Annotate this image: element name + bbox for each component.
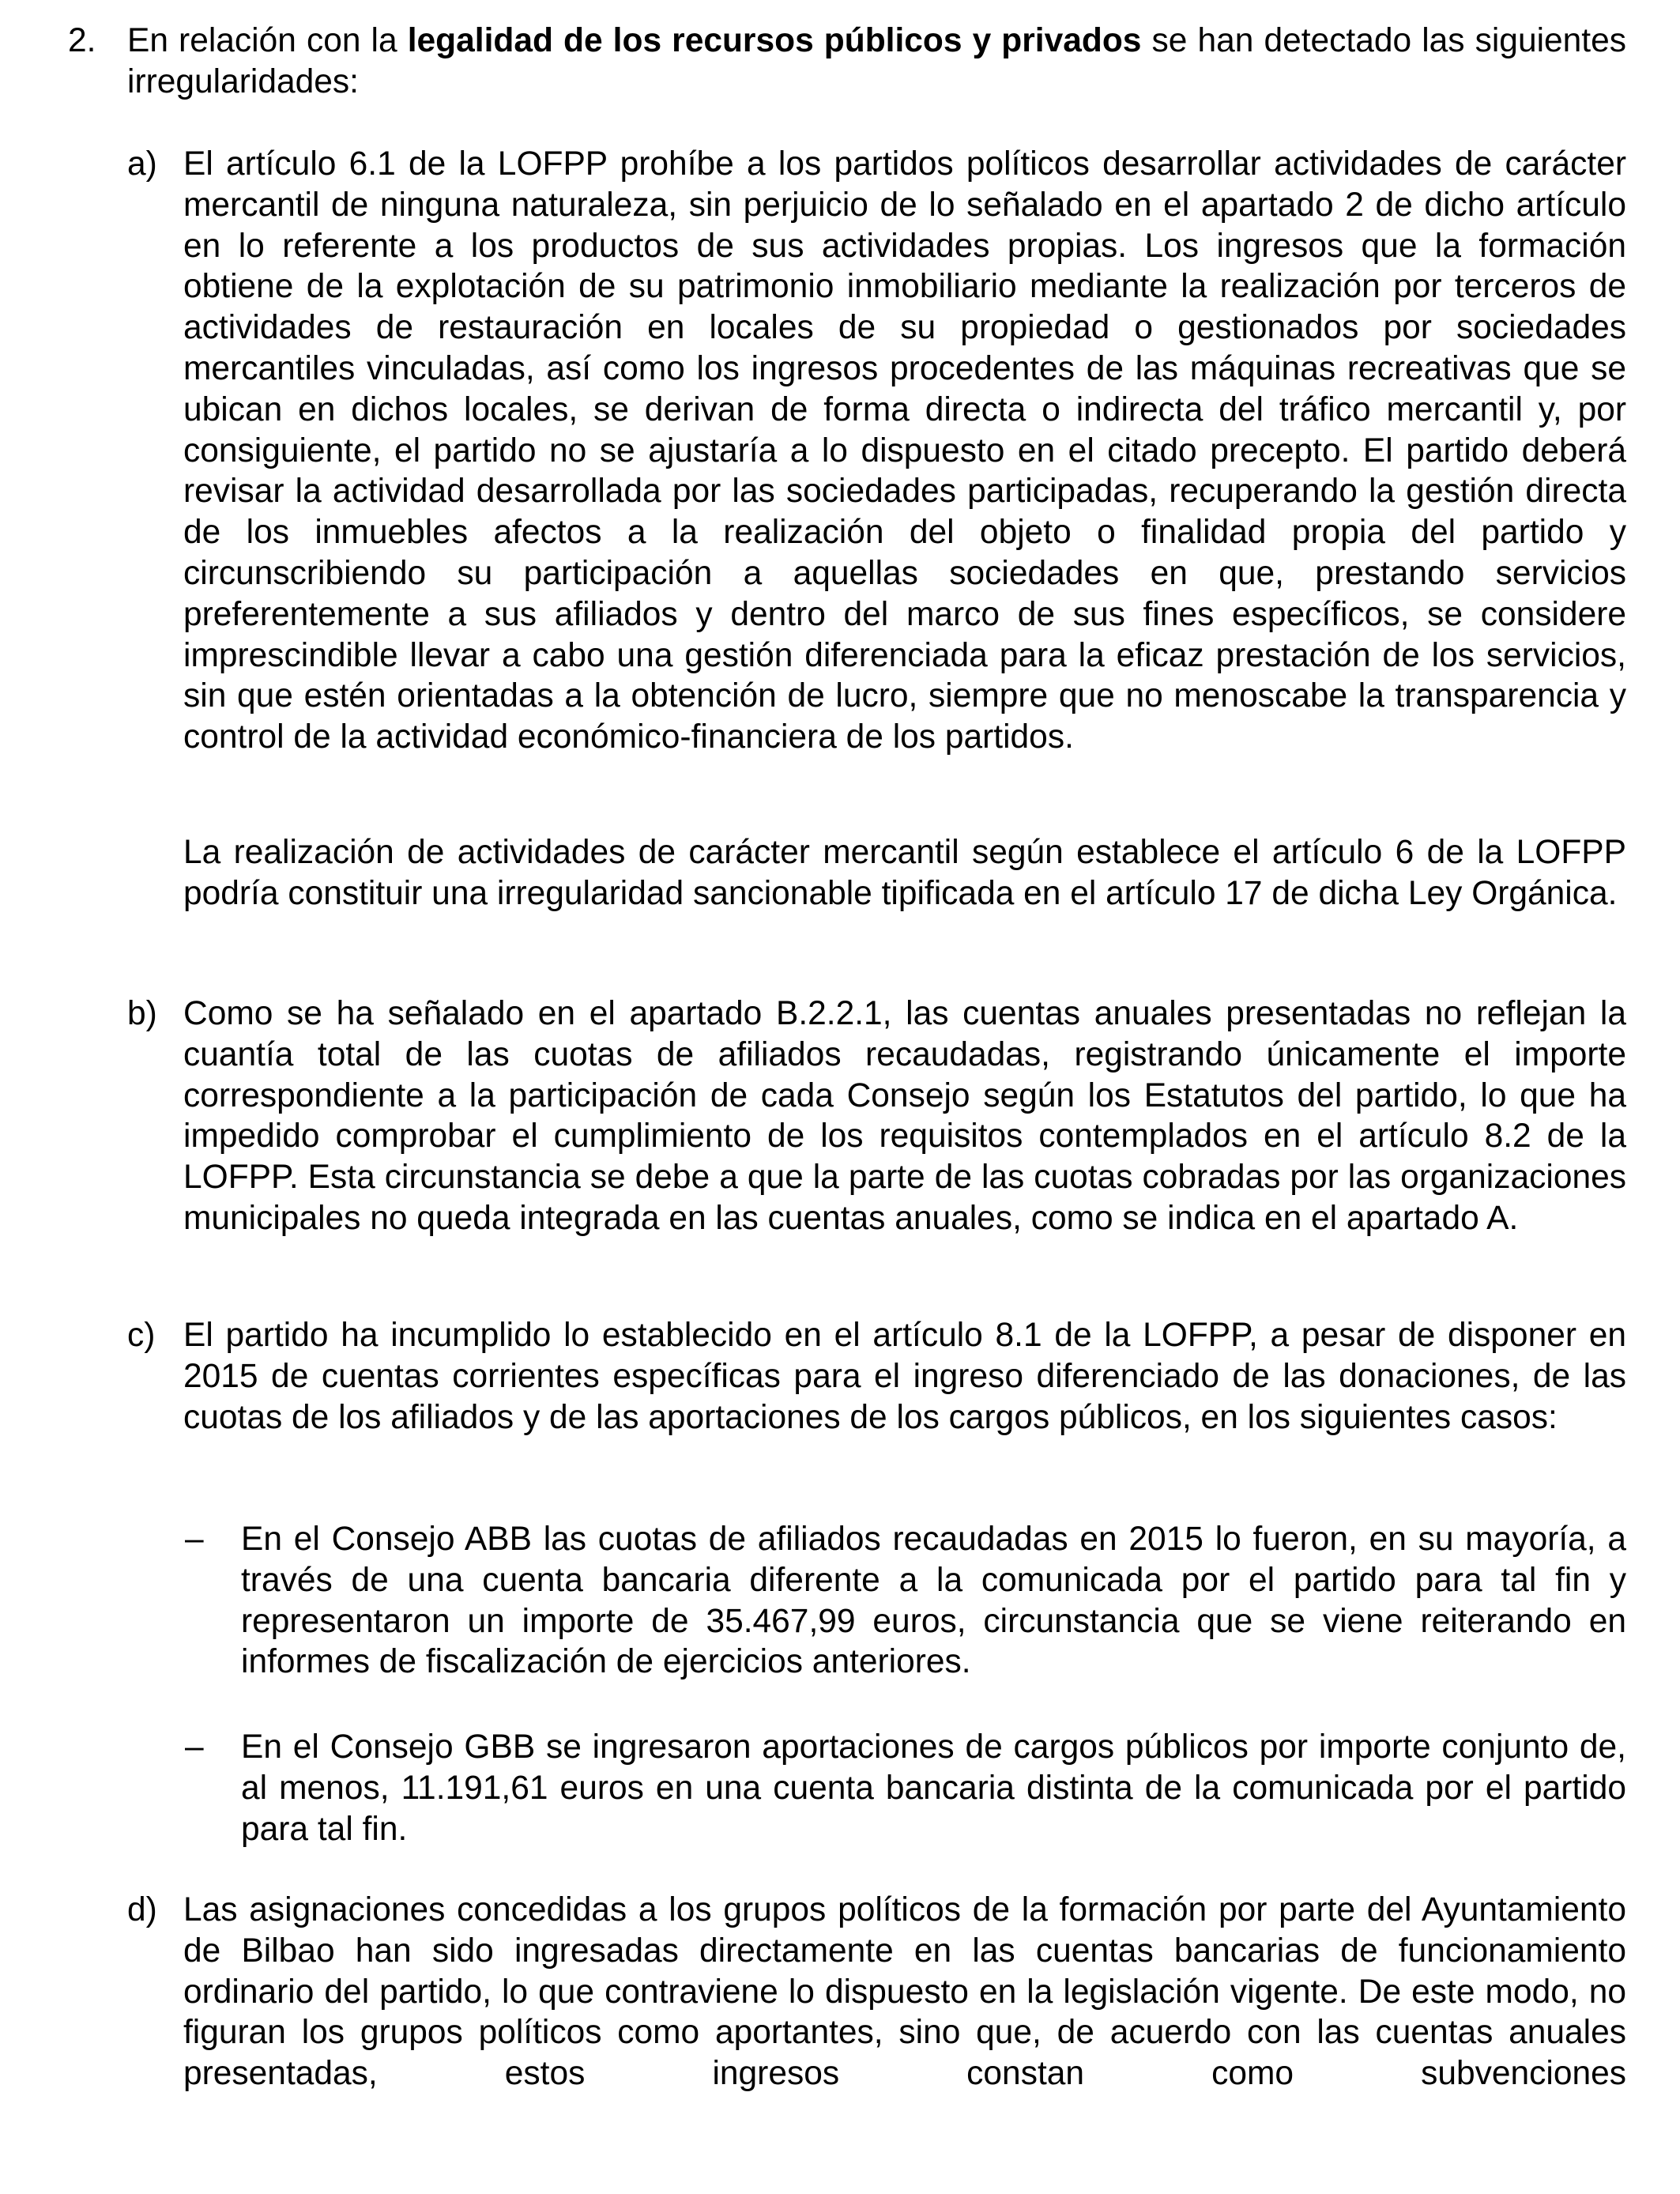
section-intro bbox=[127, 21, 1626, 103]
item-a-marker: a) bbox=[127, 145, 157, 183]
item-c-paragraph: El partido ha incumplido lo establecido en el artículo 8.1 de la LOFPP, a pesar de disponer en 2015 de cuentas corrientes específicas para el ingreso diferenciado de las donaciones, de las cuotas de los afiliados y de las aportaciones de los cargos públicos, en los siguientes casos: bbox=[183, 1317, 1626, 1436]
bullet-item: En el Consejo GBB se ingresaron aportaciones de cargos públicos por importe conjunto de, al menos, 11.191,61 euros en una cuenta bancaria distinta de la comunicada por el partido para tal fin. bbox=[241, 1728, 1626, 1848]
item-d-marker: d) bbox=[127, 1891, 157, 1928]
item-a-paragraph-2: La realización de actividades de carácter mercantil según establece el artículo 6 de la LOFPP podría constituir una irregularidad sancionable tipificada en el artículo 17 de dicha Ley Orgánica. bbox=[183, 834, 1626, 912]
section-intro-tail: se han detectado las siguientes irregularidades: bbox=[127, 22, 1626, 100]
section-intro-lead: En relación con la bbox=[127, 22, 408, 59]
bullet-item: En el Consejo ABB las cuotas de afiliados recaudadas en 2015 lo fueron, en su mayoría, a través de una cuenta bancaria diferente a la comunicada por el partido para tal fin y representaron un importe de 35.467,99 euros, circunstancia que se viene reiterando en informes de fiscalización de ejercicios anteriores. bbox=[241, 1521, 1626, 1681]
section-number: 2. bbox=[68, 22, 96, 59]
item-a-paragraph: El artículo 6.1 de la LOFPP prohíbe a los partidos políticos desarrollar actividades de carácter mercantil de ninguna naturaleza, sin perjuicio de lo señalado en el apartado 2 de dicho artículo en lo referente a los productos de sus actividades propias. Los ingresos que la formación obtiene de la explotación de su patrimonio inmobiliario mediante la realización por terceros de actividades de restauración en locales de su propiedad o gestionados por sociedades mercantiles vinculadas, así como los ingresos procedentes de las máquinas recreativas que se ubican en dichos locales, se derivan de forma directa o indirecta del tráfico mercantil y, por consiguiente, el partido no se ajustaría a lo dispuesto en el citado precepto. El partido deberá revisar la actividad desarrollada por las sociedades participadas, recuperando la gestión directa de los inmuebles afectos a la realización del objeto o finalidad propia del partido y circunscribiendo su participación a aquellas sociedades en que, prestando servicios preferentemente a sus afiliados y dentro del marco de sus fines específicos, se considere imprescindible llevar a cabo una gestión diferenciada para la eficaz prestación de los servicios, sin que estén orientadas a la obtención de lucro, siempre que no menoscabe la transparencia y control de la actividad económico-financiera de los partidos. bbox=[183, 145, 1626, 756]
section-intro-bold: legalidad de los recursos públicos y privados bbox=[407, 22, 1142, 59]
item-b-marker: b) bbox=[127, 995, 157, 1032]
item-c-marker: c) bbox=[127, 1317, 156, 1354]
item-d-paragraph: Las asignaciones concedidas a los grupos políticos de la formación por parte del Ayuntamiento de Bilbao han sido ingresadas directamente en las cuentas bancarias de funcionamiento ordinario del partido, lo que contraviene lo dispuesto en la legislación vigente. De este modo, no figuran los grupos políticos como aportantes, sino que, de acuerdo con las cuentas anuales presentadas, estos ingresos constan como subvenciones bbox=[183, 1891, 1626, 2093]
bullet-marker: – bbox=[185, 1728, 204, 1766]
item-b-paragraph: Como se ha señalado en el apartado B.2.2.1, las cuentas anuales presentadas no reflejan la cuantía total de las cuotas de afiliados recaudadas, registrando únicamente el importe correspondiente a la participación de cada Consejo según los Estatutos del partido, lo que ha impedido comprobar el cumplimiento de los requisitos contemplados en el artículo 8.2 de la LOFPP. Esta circunstancia se debe a que la parte de las cuotas cobradas por las organizaciones municipales no queda integrada en las cuentas anuales, como se indica en el apartado A. bbox=[183, 995, 1626, 1237]
bullet-marker: – bbox=[185, 1521, 204, 1558]
